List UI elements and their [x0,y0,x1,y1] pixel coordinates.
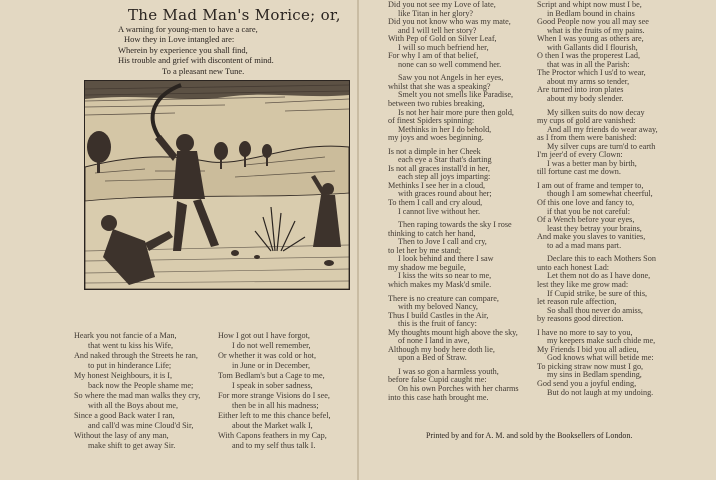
verse-line: And make you slaves to vanities, [537,233,646,242]
verse-line: my cups of gold are vanished: [537,117,636,126]
verse-line: Methinks I see her in a cloud, [388,181,486,190]
verse-line: I was a better man by birth, [547,159,637,168]
verse-line: and I will tell her story? [398,26,477,35]
verse-line: Thus I build Castles in the Air, [388,311,489,320]
verse-line: Either left to me this chance befel, [218,411,331,420]
verse-line: as I from them were banished: [537,134,637,143]
subtitle-line: His trouble and grief with discontent of mind. [118,55,274,66]
verse-line: like Titan in her glory? [398,9,474,18]
verse-line: upon a Bed of Straw. [398,354,467,363]
verse-line: My Friends I bid you all adieu, [537,345,639,354]
verse-line: How I got out I have forgot, [218,331,310,340]
verse-line: I cannot live without her. [398,207,481,216]
verse-line: though I am somewhat cheerful, [547,190,653,199]
verse-line: thinking to catch her hand, [388,229,476,238]
subtitle-line: Wherein by experience you shall find, [118,44,248,55]
verse-line: Are turned into iron plates [537,86,624,95]
verse-line: To picking straw now must I go, [537,362,644,371]
verse-line: Of a Wench before your eyes, [537,216,635,225]
verse-line: with my beloved Nancy, [398,303,478,312]
verse-line: of none I land in awe, [398,337,470,346]
verse-line: If Cupid strike, be sure of this, [547,289,648,298]
verse-line: Smelt you not smells like Paradise, [398,91,514,100]
verse-line: which makes my Mask'd smile. [388,280,492,289]
verse-line: I kiss the wits so near to me, [398,272,492,281]
verse-line: And naked through the Streets he ran, [74,351,198,360]
verse-line: God send you a joyful ending, [537,379,637,388]
verse-line: I speak in sober sadness, [232,381,313,390]
verse-line: Then to Jove I call and cry, [398,238,487,247]
verse-line: to ad a mad mans part. [547,241,622,250]
verse-line: Of this one love and fancy to, [537,199,635,208]
verse-line: My silver cups are turn'd to earth [547,142,656,151]
verse-line: Did you not know who was my mate, [388,18,511,27]
verse-line: and to my self thus talk I. [232,441,316,450]
verse-line: with graces round about her; [398,190,492,199]
verse-column-3 [388,1,519,402]
verse-line: My honest Neighbours, it is I, [74,371,173,380]
verse-line: Is not a dimple in her Cheek [388,147,481,156]
imprint: Printed by and for A. M. and sold by the Booksellers of London. [426,431,633,440]
verse-line: let reason rule affection, [537,298,617,307]
verse-line: about my arms so tender, [547,77,630,86]
verse-line: with all the Boys about me, [88,401,179,410]
verse-line: that was in all the Parish: [547,60,630,69]
verse-line: lest they like me grow mad: [537,280,629,289]
verse-line: with Gallants did I flourish, [547,43,638,52]
verse-line: about my body slender. [547,95,624,104]
verse-line: Is not all graces install'd in her, [388,164,490,173]
verse-line: I have no more to say to you, [537,328,633,337]
verse-line: Since a good Back water I ran, [74,411,175,420]
verse-line: There is no creature can compare, [388,294,499,303]
verse-line: The Proctor which I us'd to wear, [537,69,646,78]
verse-line: Without the lasy of any man, [74,431,169,440]
verse-line: Saw you not Angels in her eyes, [398,74,504,83]
verse-line: whilst that she was a speaking? [388,82,491,91]
verse-line: into this case hath brought me. [388,393,489,402]
ballad-title: The Mad Man's Morice; or, [128,6,341,24]
verse-line: I do not well remember, [232,341,311,350]
verse-line: Or whether it was cold or hot, [218,351,316,360]
verse-line: to let her by me stand; [388,246,461,255]
verse-line: For more strange Visions do I see, [218,391,330,400]
verse-line: what is the fruits of my pains. [547,26,645,35]
subtitle-line: A warning for young-men to have a care, [118,24,258,34]
woodcut-illustration [84,80,350,290]
verse-line: On his own Porches with her charms [398,384,519,393]
verse-line: I'm jeer'd of every Clown: [537,151,623,160]
verse-line: But do not laugh at my undoing. [547,388,654,397]
verse-line: my joys and woes beginning. [388,134,484,143]
verse-line: that went tu kiss his Wife, [88,341,174,350]
verse-line: about the Market walk I, [232,421,313,430]
verse-line: Let them not do as I have done, [547,272,651,281]
verse-line: Heark you not fancie of a Man, [74,331,177,340]
verse-line: till fortune cast me down. [537,168,621,177]
verse-line: my sins in Bedlam spending, [547,371,642,380]
subtitle-block [118,24,358,76]
verse-line: make shift to get away Sir. [88,441,176,450]
verse-line: of finest Spiders spinning: [388,117,475,126]
verse-line: I look behind and there I saw [398,255,494,264]
verse-line: Good People now you all may see [537,18,649,27]
verse-line: I was so gon a harmless youth, [398,367,499,376]
verse-line: Although my body here doth lie, [388,345,495,354]
verse-line: if that you be not careful: [547,207,630,216]
verse-line: Did you not see my Love of late, [388,1,496,9]
verse-line: When I was young as others are, [537,35,644,44]
verse-column-4 [537,1,658,397]
verse-line: each eye a Star that's darting [398,156,492,165]
subtitle-line: How they in Love intangled are: [124,34,235,45]
subtitle-line: To a pleasant new Tune. [162,65,245,76]
verse-line: And all my friends do wear away, [547,125,658,134]
verse-line: God knows what will betide me: [547,354,654,363]
verse-line: least they betray your brains, [547,224,642,233]
verse-line: So shall thou never do amiss, [547,306,643,315]
verse-line: by reasons good direction. [537,315,624,324]
verse-line: to put in hinderance Life; [88,361,172,370]
verse-line: my keepers make such chide me, [547,337,656,346]
verse-line: before false Cupid caught me: [388,376,487,385]
verse-line: For why I am of that belief, [388,52,479,61]
verse-column-1 [74,331,200,451]
verse-line: I am out of frame and temper to, [537,181,644,190]
verse-line: So where the mad man walks they cry, [74,391,201,400]
verse-line: O then I was the properest Lad, [537,52,640,61]
woodcut-scene [85,81,349,289]
verse-line: in Bedlam bound in chains [547,9,635,18]
verse-line: Methinks in her I do behold, [398,125,492,134]
verse-line: To them I call and cry aloud, [388,199,483,208]
verse-line: and call'd was mine Cloud'd Sir, [88,421,194,430]
verse-line: in June or in December, [232,361,311,370]
verse-line: Then raping towards the sky I rose [398,221,512,230]
verse-line: Is not her hair more pure then gold, [398,108,514,117]
verse-line: this is the fruit of fancy: [398,320,477,329]
verse-line: unto each honest Lad: [537,263,610,272]
verse-line: back now the People shame me; [88,381,194,390]
verse-line: none can so well commend her. [398,60,502,69]
verse-line: I will so much befriend her, [398,43,489,52]
verse-line: Script and whipt now must I be, [537,1,642,9]
verse-line: Declare this to each Mothers Son [547,255,656,264]
verse-line: between two rubies breaking, [388,100,485,109]
verse-line: my shadow me beguile, [388,263,466,272]
verse-line: then be in all his madness; [232,401,319,410]
verse-line: With Capons feathers in my Cap, [218,431,327,440]
verse-column-2 [218,331,331,451]
verse-line: With Pep of Gold on Silver Leaf, [388,35,497,44]
verse-line: My silken suits do now decay [547,108,645,117]
verse-line: My thoughts mount high above the sky, [388,328,518,337]
verse-line: each step all joys imparting: [398,173,491,182]
verse-line: Tom Bedlam's but a Cage to me, [218,371,325,380]
